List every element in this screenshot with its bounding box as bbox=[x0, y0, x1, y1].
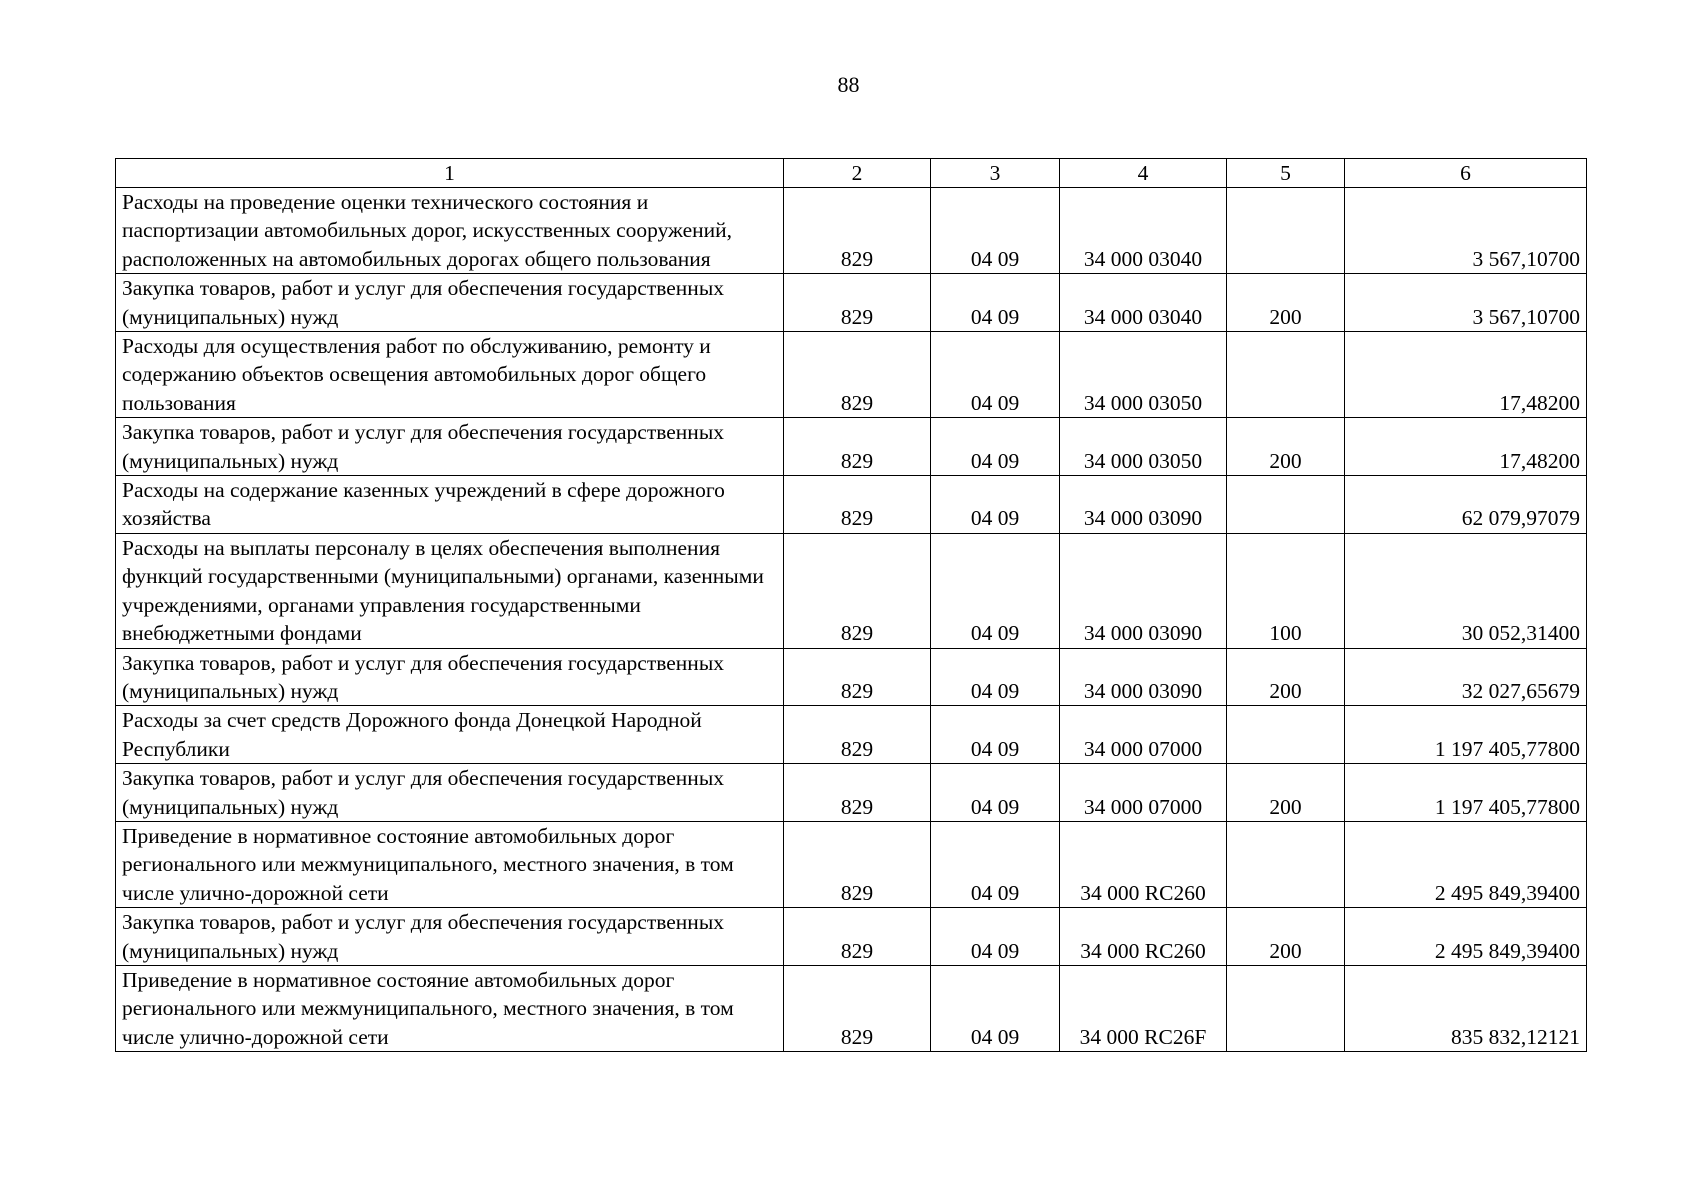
expense-name: Закупка товаров, работ и услуг для обеспечения государственных (муниципальных) нужд bbox=[116, 648, 784, 706]
dept-code: 829 bbox=[784, 764, 931, 822]
header-row bbox=[116, 159, 1587, 188]
expense-name: Расходы на содержание казенных учреждений в сфере дорожного хозяйства bbox=[116, 476, 784, 534]
column-header: 1 bbox=[116, 159, 784, 188]
expense-name: Закупка товаров, работ и услуг для обеспечения государственных (муниципальных) нужд bbox=[116, 764, 784, 822]
article-code: 34 000 03040 bbox=[1060, 188, 1227, 274]
table-row bbox=[116, 965, 1587, 1051]
dept-code: 829 bbox=[784, 908, 931, 966]
section-code: 04 09 bbox=[931, 764, 1060, 822]
dept-code: 829 bbox=[784, 418, 931, 476]
dept-code: 829 bbox=[784, 332, 931, 418]
article-code: 34 000 03040 bbox=[1060, 274, 1227, 332]
article-code: 34 000 07000 bbox=[1060, 706, 1227, 764]
expense-type bbox=[1227, 706, 1345, 764]
table-row bbox=[116, 764, 1587, 822]
amount: 3 567,10700 bbox=[1345, 188, 1587, 274]
table-row bbox=[116, 533, 1587, 648]
expense-name: Закупка товаров, работ и услуг для обеспечения государственных (муниципальных) нужд bbox=[116, 908, 784, 966]
article-code: 34 000 RC260 bbox=[1060, 821, 1227, 907]
column-header: 6 bbox=[1345, 159, 1587, 188]
dept-code: 829 bbox=[784, 274, 931, 332]
amount: 1 197 405,77800 bbox=[1345, 764, 1587, 822]
article-code: 34 000 RC26F bbox=[1060, 965, 1227, 1051]
expense-name: Закупка товаров, работ и услуг для обеспечения государственных (муниципальных) нужд bbox=[116, 274, 784, 332]
expense-name: Расходы на проведение оценки технического состояния и паспортизации автомобильных дорог, искусственных сооружений, расположенных на автомобильных дорогах общего пользования bbox=[116, 188, 784, 274]
amount: 17,48200 bbox=[1345, 332, 1587, 418]
table-row bbox=[116, 418, 1587, 476]
expense-type: 200 bbox=[1227, 648, 1345, 706]
expense-type bbox=[1227, 332, 1345, 418]
expense-name: Расходы на выплаты персоналу в целях обеспечения выполнения функций государственными (муниципальными) органами, казенными учреждениями, органами управления государственными внебюджетными фондами bbox=[116, 533, 784, 648]
expense-name: Расходы за счет средств Дорожного фонда Донецкой Народной Республики bbox=[116, 706, 784, 764]
amount: 835 832,12121 bbox=[1345, 965, 1587, 1051]
dept-code: 829 bbox=[784, 706, 931, 764]
article-code: 34 000 07000 bbox=[1060, 764, 1227, 822]
table-row bbox=[116, 821, 1587, 907]
amount: 3 567,10700 bbox=[1345, 274, 1587, 332]
table-row bbox=[116, 706, 1587, 764]
expense-name: Расходы для осуществления работ по обслуживанию, ремонту и содержанию объектов освещения автомобильных дорог общего пользования bbox=[116, 332, 784, 418]
section-code: 04 09 bbox=[931, 706, 1060, 764]
table-row bbox=[116, 908, 1587, 966]
section-code: 04 09 bbox=[931, 418, 1060, 476]
expense-type: 200 bbox=[1227, 418, 1345, 476]
article-code: 34 000 RC260 bbox=[1060, 908, 1227, 966]
expense-type: 200 bbox=[1227, 764, 1345, 822]
table-row bbox=[116, 648, 1587, 706]
expense-type bbox=[1227, 821, 1345, 907]
page-number: 88 bbox=[837, 72, 860, 97]
dept-code: 829 bbox=[784, 476, 931, 534]
expense-type bbox=[1227, 965, 1345, 1051]
amount: 2 495 849,39400 bbox=[1345, 821, 1587, 907]
expense-type bbox=[1227, 188, 1345, 274]
expense-type: 200 bbox=[1227, 274, 1345, 332]
amount: 2 495 849,39400 bbox=[1345, 908, 1587, 966]
amount: 1 197 405,77800 bbox=[1345, 706, 1587, 764]
article-code: 34 000 03090 bbox=[1060, 648, 1227, 706]
expense-name: Приведение в нормативное состояние автомобильных дорог регионального или межмуниципального, местного значения, в том числе улично-дорожной сети bbox=[116, 821, 784, 907]
budget-table bbox=[115, 158, 1587, 1052]
column-header: 2 bbox=[784, 159, 931, 188]
amount: 62 079,97079 bbox=[1345, 476, 1587, 534]
section-code: 04 09 bbox=[931, 274, 1060, 332]
dept-code: 829 bbox=[784, 533, 931, 648]
article-code: 34 000 03050 bbox=[1060, 332, 1227, 418]
expense-type: 100 bbox=[1227, 533, 1345, 648]
amount: 30 052,31400 bbox=[1345, 533, 1587, 648]
article-code: 34 000 03090 bbox=[1060, 476, 1227, 534]
table-row bbox=[116, 274, 1587, 332]
dept-code: 829 bbox=[784, 648, 931, 706]
expense-name: Приведение в нормативное состояние автомобильных дорог регионального или межмуниципального, местного значения, в том числе улично-дорожной сети bbox=[116, 965, 784, 1051]
column-header: 3 bbox=[931, 159, 1060, 188]
column-header: 5 bbox=[1227, 159, 1345, 188]
column-header: 4 bbox=[1060, 159, 1227, 188]
table-row bbox=[116, 188, 1587, 274]
article-code: 34 000 03090 bbox=[1060, 533, 1227, 648]
amount: 17,48200 bbox=[1345, 418, 1587, 476]
expense-type bbox=[1227, 476, 1345, 534]
section-code: 04 09 bbox=[931, 965, 1060, 1051]
dept-code: 829 bbox=[784, 821, 931, 907]
article-code: 34 000 03050 bbox=[1060, 418, 1227, 476]
section-code: 04 09 bbox=[931, 648, 1060, 706]
section-code: 04 09 bbox=[931, 533, 1060, 648]
dept-code: 829 bbox=[784, 965, 931, 1051]
expense-type: 200 bbox=[1227, 908, 1345, 966]
section-code: 04 09 bbox=[931, 188, 1060, 274]
table-row bbox=[116, 332, 1587, 418]
section-code: 04 09 bbox=[931, 821, 1060, 907]
dept-code: 829 bbox=[784, 188, 931, 274]
table-row bbox=[116, 476, 1587, 534]
amount: 32 027,65679 bbox=[1345, 648, 1587, 706]
section-code: 04 09 bbox=[931, 908, 1060, 966]
section-code: 04 09 bbox=[931, 332, 1060, 418]
expense-name: Закупка товаров, работ и услуг для обеспечения государственных (муниципальных) нужд bbox=[116, 418, 784, 476]
section-code: 04 09 bbox=[931, 476, 1060, 534]
